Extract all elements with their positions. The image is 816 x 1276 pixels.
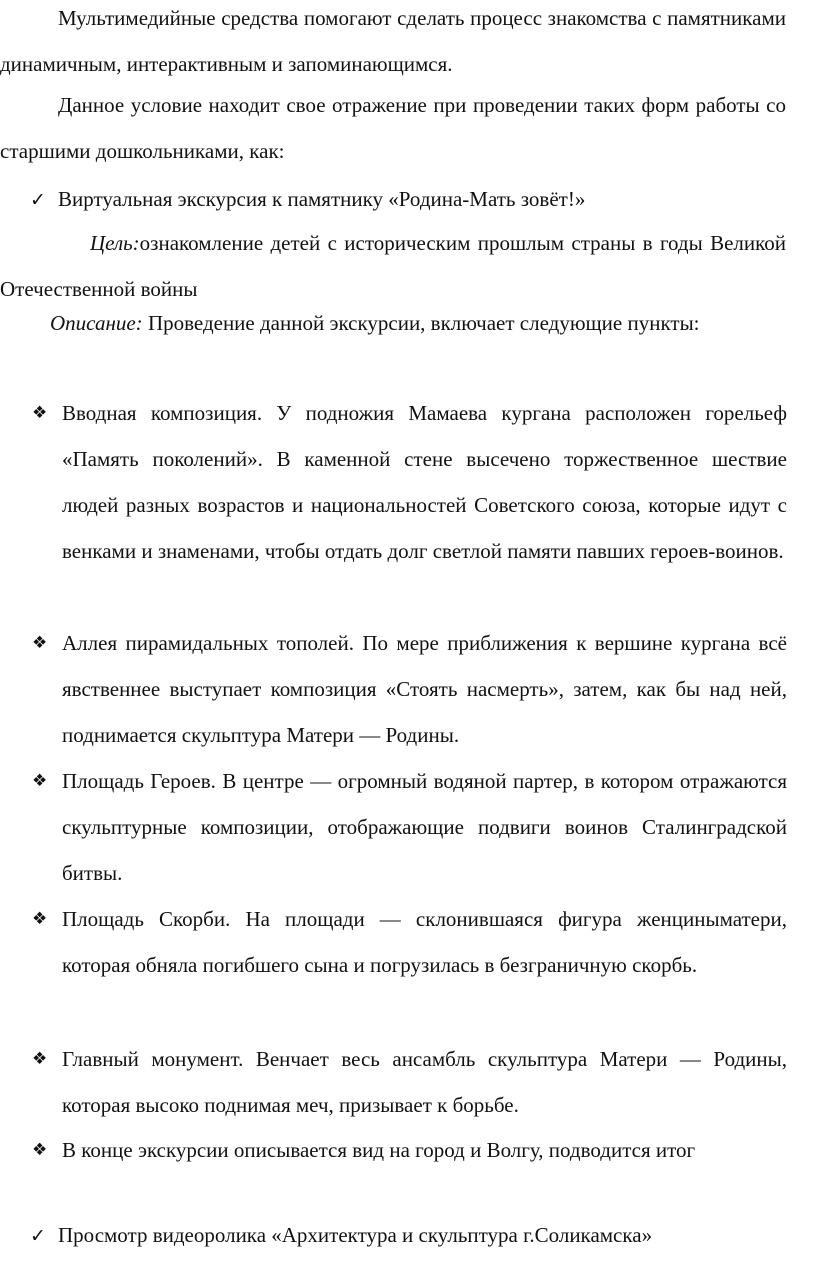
diamond-bullet-icon: ❖	[32, 1140, 48, 1160]
diamond-bullet-icon: ❖	[32, 633, 48, 653]
check-list-item	[30, 176, 790, 223]
bullet-list-item	[32, 896, 787, 988]
check-list-item	[30, 1212, 790, 1259]
description-label: Описание:	[50, 311, 143, 335]
bullet-text: Аллея пирамидальных тополей. По мере приближения к вершине кургана всё явственнее выступает композиция «Стоять насмерть», затем, как бы над ней, поднимается скульптура Матери — Родины.	[62, 631, 787, 747]
diamond-bullet-icon: ❖	[32, 909, 48, 929]
bullet-text: Главный монумент. Венчает весь ансамбль скульптура Матери — Родины, которая высоко поднимая меч, призывает к борьбе.	[62, 1047, 787, 1117]
bullet-list-item	[32, 620, 787, 758]
bullet-list-item	[32, 1127, 787, 1173]
bullet-list-item	[32, 1036, 787, 1128]
intro-paragraph-2: Данное условие находит свое отражение при проведении таких форм работы со старшими дошкольниками, как:	[0, 93, 786, 163]
checkmark-icon: ✓	[30, 1225, 46, 1247]
checkmark-icon: ✓	[30, 189, 46, 211]
bullet-text: Вводная композиция. У подножия Мамаева кургана расположен горельеф «Память поколений». В каменной стене высечено торжественное шествие людей разных возрастов и национальностей Советского союза, которые идут с венками и знаменами, чтобы отдать долг светлой памяти павших героев-воинов.	[62, 401, 787, 563]
goal-text: ознакомление детей с историческим прошлым страны в годы Великой Отечественной войны	[0, 231, 786, 301]
intro-paragraph-1: Мультимедийные средства помогают сделать процесс знакомства с памятниками динамичным, интерактивным и запоминающимся.	[0, 6, 786, 76]
bullet-list-item	[32, 758, 787, 896]
bullet-text: В конце экскурсии описывается вид на город и Волгу, подводится итог	[62, 1138, 696, 1162]
diamond-bullet-icon: ❖	[32, 1049, 48, 1069]
goal-label: Цель:	[90, 231, 140, 255]
diamond-bullet-icon: ❖	[32, 403, 48, 423]
bullet-list-item	[32, 390, 787, 574]
goal-paragraph	[0, 220, 786, 312]
check-item-text: Просмотр видеоролика «Архитектура и скульптура г.Соликамска»	[58, 1223, 653, 1247]
bullet-text: Площадь Героев. В центре — огромный водяной партер, в котором отражаются скульптурные композиции, отображающие подвиги воинов Сталинградской битвы.	[62, 769, 787, 885]
description-text: Проведение данной экскурсии, включает следующие пункты:	[142, 311, 700, 335]
bullet-text: Площадь Скорби. На площади — склонившаяся фигура женциныматери, которая обняла погибшего сына и погрузилась в безграничную скорбь.	[62, 907, 787, 977]
diamond-bullet-icon: ❖	[32, 771, 48, 791]
check-item-text: Виртуальная экскурсия к памятнику «Родина-Мать зовёт!»	[58, 187, 586, 211]
description-paragraph	[0, 300, 786, 346]
